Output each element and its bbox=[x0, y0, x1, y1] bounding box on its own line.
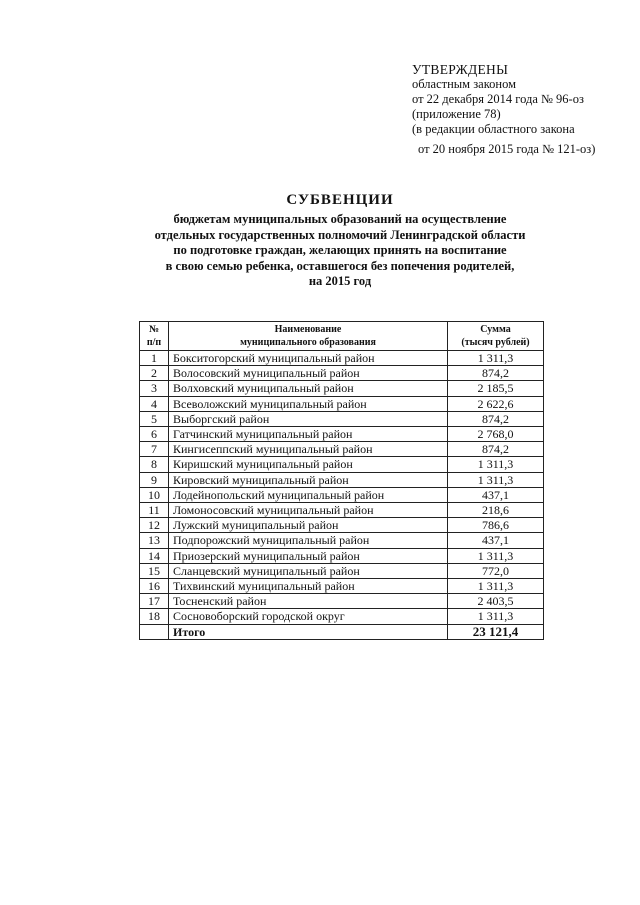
row-amount: 874,2 bbox=[448, 442, 544, 457]
header-num: № п/п bbox=[140, 322, 169, 351]
row-amount: 2 403,5 bbox=[448, 594, 544, 609]
row-amount: 2 185,5 bbox=[448, 381, 544, 396]
table-total-row bbox=[140, 624, 544, 639]
row-municipality: Ломоносовский муниципальный район bbox=[169, 503, 448, 518]
table-row bbox=[140, 411, 544, 426]
row-number: 17 bbox=[140, 594, 169, 609]
table-row bbox=[140, 487, 544, 502]
row-number: 13 bbox=[140, 533, 169, 548]
row-amount: 1 311,3 bbox=[448, 579, 544, 594]
row-number: 14 bbox=[140, 548, 169, 563]
row-number: 12 bbox=[140, 518, 169, 533]
row-amount: 772,0 bbox=[448, 563, 544, 578]
row-number: 1 bbox=[140, 351, 169, 366]
row-amount: 874,2 bbox=[448, 411, 544, 426]
table-row bbox=[140, 351, 544, 366]
header-name: Наименование муниципального образования bbox=[169, 322, 448, 351]
table-row bbox=[140, 472, 544, 487]
table-row bbox=[140, 563, 544, 578]
row-municipality: Всеволожский муниципальный район bbox=[169, 396, 448, 411]
table-row bbox=[140, 548, 544, 563]
table-row bbox=[140, 457, 544, 472]
approval-stamp bbox=[412, 62, 632, 157]
approval-line: (приложение 78) bbox=[412, 107, 501, 121]
table-row bbox=[140, 518, 544, 533]
row-amount: 1 311,3 bbox=[448, 472, 544, 487]
row-number: 8 bbox=[140, 457, 169, 472]
row-municipality: Подпорожский муниципальный район bbox=[169, 533, 448, 548]
row-amount: 2 768,0 bbox=[448, 427, 544, 442]
row-municipality: Гатчинский муниципальный район bbox=[169, 427, 448, 442]
table-row bbox=[140, 366, 544, 381]
approval-line: от 22 декабря 2014 года № 96-оз bbox=[412, 92, 584, 106]
total-amount: 23 121,4 bbox=[448, 624, 544, 639]
row-amount: 2 622,6 bbox=[448, 396, 544, 411]
row-municipality: Приозерский муниципальный район bbox=[169, 548, 448, 563]
total-num bbox=[140, 624, 169, 639]
row-amount: 218,6 bbox=[448, 503, 544, 518]
document-title bbox=[120, 192, 560, 290]
row-number: 9 bbox=[140, 472, 169, 487]
title-line: отдельных государственных полномочий Ленинградской области bbox=[154, 227, 526, 242]
row-amount: 1 311,3 bbox=[448, 457, 544, 472]
approval-amendment: от 20 ноября 2015 года № 121-оз) bbox=[418, 142, 596, 156]
row-amount: 437,1 bbox=[448, 533, 544, 548]
row-municipality: Сланцевский муниципальный район bbox=[169, 563, 448, 578]
row-municipality: Лодейнопольский муниципальный район bbox=[169, 487, 448, 502]
row-municipality: Волховский муниципальный район bbox=[169, 381, 448, 396]
row-number: 5 bbox=[140, 411, 169, 426]
table-row bbox=[140, 396, 544, 411]
table-row bbox=[140, 594, 544, 609]
row-number: 6 bbox=[140, 427, 169, 442]
row-amount: 1 311,3 bbox=[448, 609, 544, 624]
row-amount: 437,1 bbox=[448, 487, 544, 502]
row-amount: 1 311,3 bbox=[448, 351, 544, 366]
row-municipality: Бокситогорский муниципальный район bbox=[169, 351, 448, 366]
table-row bbox=[140, 427, 544, 442]
total-label: Итого bbox=[169, 624, 448, 639]
title-line: по подготовке граждан, желающих принять на воспитание bbox=[173, 243, 507, 257]
row-amount: 1 311,3 bbox=[448, 548, 544, 563]
table-row bbox=[140, 381, 544, 396]
row-amount: 874,2 bbox=[448, 366, 544, 381]
row-number: 7 bbox=[140, 442, 169, 457]
row-municipality: Сосновоборский городской округ bbox=[169, 609, 448, 624]
title-line: на 2015 год bbox=[308, 274, 372, 288]
row-municipality: Лужский муниципальный район bbox=[169, 518, 448, 533]
row-number: 10 bbox=[140, 487, 169, 502]
row-number: 16 bbox=[140, 579, 169, 594]
row-number: 3 bbox=[140, 381, 169, 396]
row-municipality: Выборгский район bbox=[169, 411, 448, 426]
title-line: бюджетам муниципальных образований на осуществление bbox=[173, 212, 507, 226]
subventions-table bbox=[139, 321, 544, 640]
table-row bbox=[140, 609, 544, 624]
approval-heading: УТВЕРЖДЕНЫ bbox=[412, 62, 509, 77]
row-municipality: Тихвинский муниципальный район bbox=[169, 579, 448, 594]
table-row bbox=[140, 579, 544, 594]
table-row bbox=[140, 442, 544, 457]
row-municipality: Кингисеппский муниципальный район bbox=[169, 442, 448, 457]
table-row bbox=[140, 533, 544, 548]
row-municipality: Тосненский район bbox=[169, 594, 448, 609]
row-municipality: Кировский муниципальный район bbox=[169, 472, 448, 487]
title-line: в свою семью ребенка, оставшегося без попечения родителей, bbox=[165, 258, 515, 273]
row-number: 11 bbox=[140, 503, 169, 518]
row-number: 15 bbox=[140, 563, 169, 578]
title-main: СУБВЕНЦИИ bbox=[286, 192, 394, 208]
row-amount: 786,6 bbox=[448, 518, 544, 533]
row-municipality: Киришский муниципальный район bbox=[169, 457, 448, 472]
approval-line: областным законом bbox=[412, 77, 517, 91]
row-municipality: Волосовский муниципальный район bbox=[169, 366, 448, 381]
row-number: 4 bbox=[140, 396, 169, 411]
row-number: 18 bbox=[140, 609, 169, 624]
table-header-row bbox=[140, 322, 544, 351]
row-number: 2 bbox=[140, 366, 169, 381]
table-row bbox=[140, 503, 544, 518]
header-sum: Сумма (тысяч рублей) bbox=[448, 322, 544, 351]
approval-line: (в редакции областного закона bbox=[412, 122, 575, 136]
